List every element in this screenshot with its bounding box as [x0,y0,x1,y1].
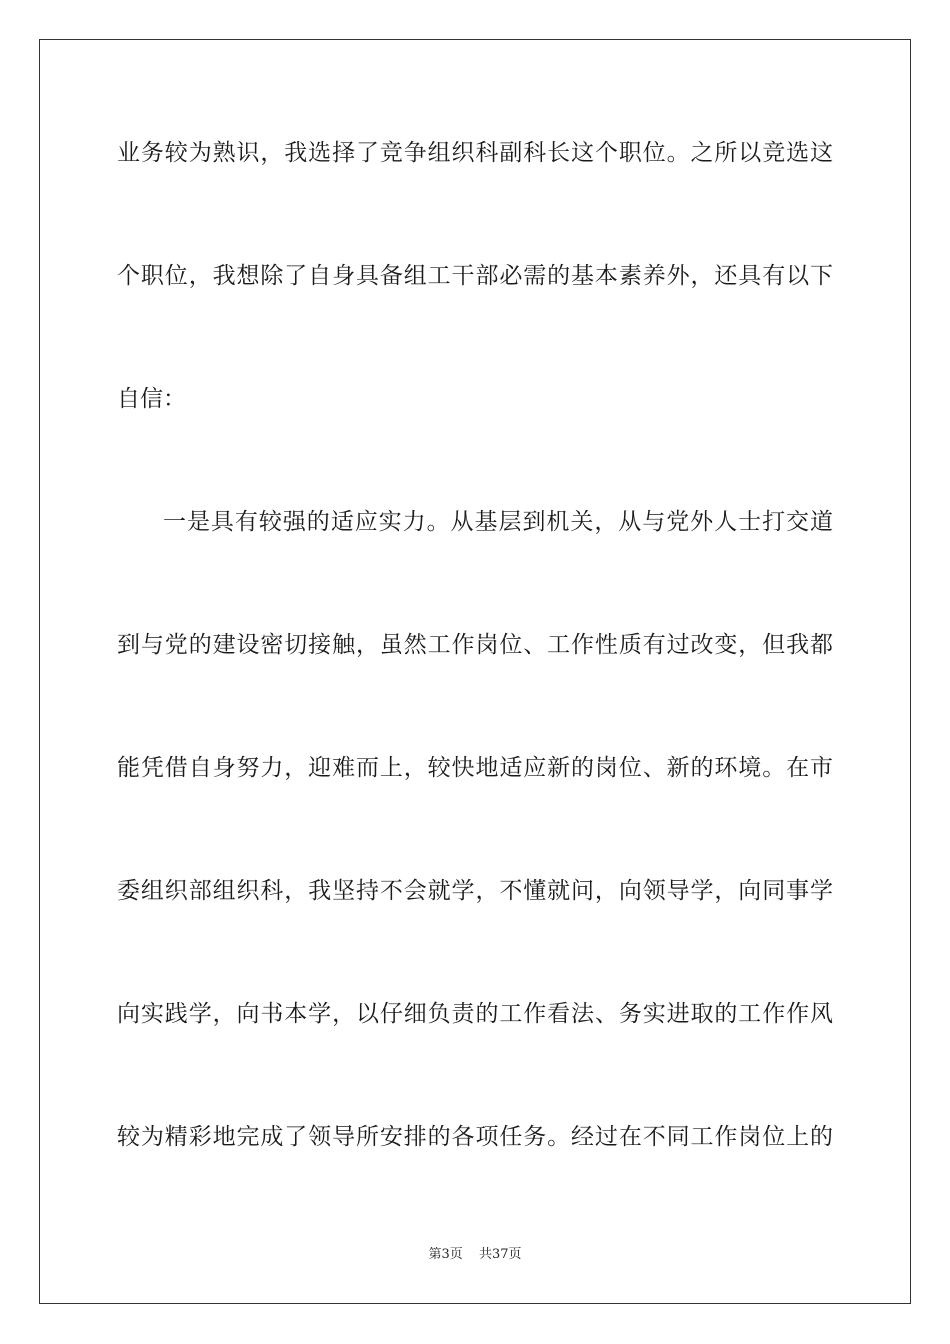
paragraph-first-line: 一是具有较强的适应实力。从基层到机关，从与党外人士打交道 [163,509,833,535]
page-total: 共37页 [478,1247,522,1262]
text-line: 到与党的建设密切接触，虽然工作岗位、工作性质有过改变，但我都 [117,632,833,658]
text-line: 自信： [117,386,186,412]
page-border [39,39,911,1304]
text-line: 较为精彩地完成了领导所安排的各项任务。经过在不同工作岗位上的 [117,1124,833,1150]
text-line: 能凭借自身努力，迎难而上，较快地适应新的岗位、新的环境。在市 [117,755,833,781]
text-line: 向实践学，向书本学，以仔细负责的工作看法、务实进取的工作作风 [117,1001,833,1027]
page-number: 第3页 [428,1247,463,1262]
text-line: 委组织部组织科，我坚持不会就学，不懂就问，向领导学，向同事学 [117,878,833,904]
page-footer [0,1246,950,1264]
text-line: 个职位，我想除了自身具备组工干部必需的基本素养外，还具有以下 [117,263,833,289]
text-line: 业务较为熟识，我选择了竞争组织科副科长这个职位。之所以竞选这 [117,140,833,166]
